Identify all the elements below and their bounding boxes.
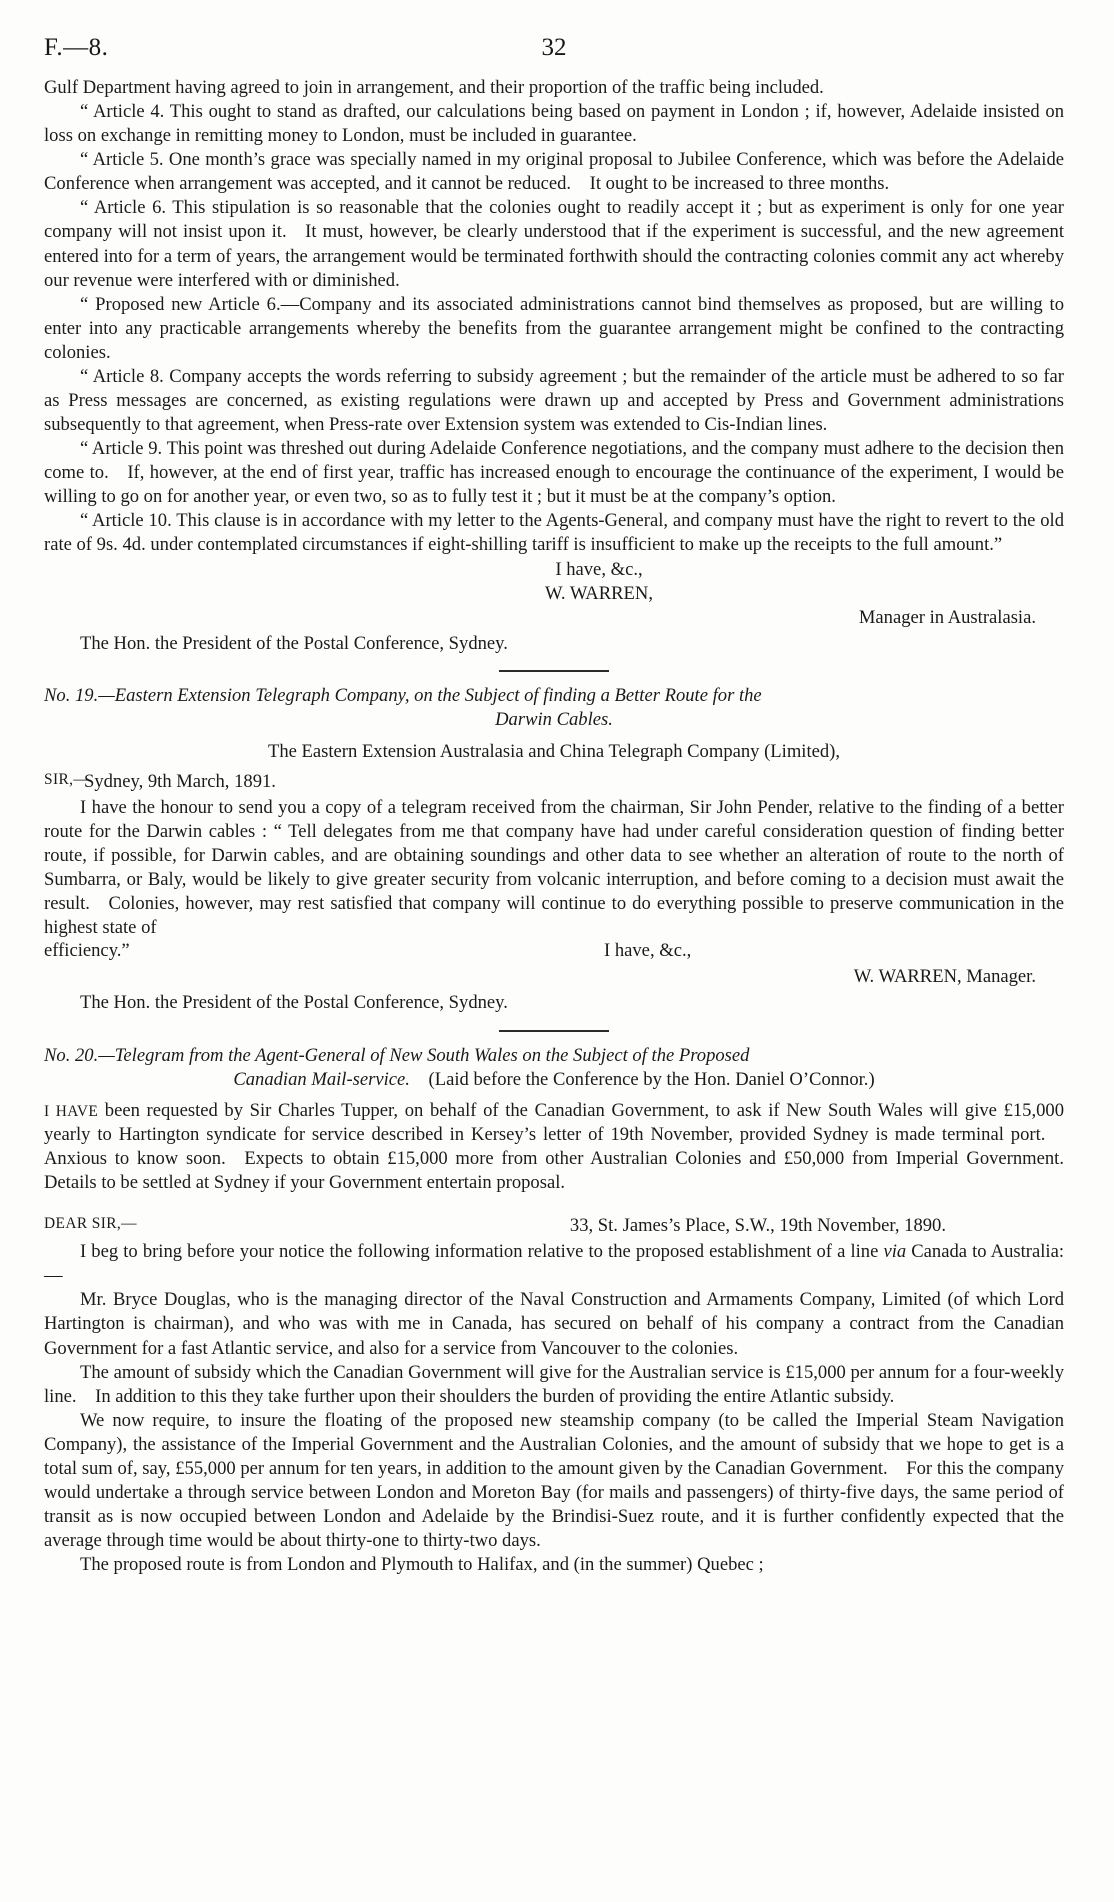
letter-paragraph-1 — [44, 1240, 1064, 1288]
telegram-text: been requested by Sir Charles Tupper, on behalf of the Canadian Government, to ask if New South Wales will give £15,000 yearly to Hartington syndicate for service described in Kersey’s letter of 19th November, provided Sydney is made terminal port. Anxious to know soon. Expects to obtain £15,000 more from other Australian Colonies and £50,000 from Imperial Government. Details to be settled at Sydney if your Government entertain proposal. — [44, 1099, 1064, 1194]
paragraph-opening: Gulf Department having agreed to join in arrangement, and their proportion of the traffic being included. — [44, 77, 824, 98]
section-19-dateline: Sydney, 9th March, 1891. — [84, 770, 276, 792]
telegram-lead-words: I HAVE — [44, 1102, 99, 1120]
section-20-telegram — [44, 1099, 1064, 1195]
section-19-efficiency-row — [44, 940, 1064, 965]
addressee-line-2: The Hon. the President of the Postal Conference, Sydney. — [80, 992, 508, 1014]
signoff-ihave: I have, &c., — [555, 558, 643, 580]
letter-p1-italic: via — [883, 1241, 907, 1263]
letter-salutation: DEAR SIR,— — [44, 1215, 137, 1233]
section-20-heading — [44, 1044, 1064, 1092]
paragraph-article-8: “ Article 8. Company accepts the words referring to subsidy agreement ; but the remainder of the article must be adhered to so far as Press messages are concerned, as existing regulations were drawn up and accepted by Press and Government administrations subsequently to that agreement, when Press-rate over Extension system was extended to Cis-Indian lines. — [44, 365, 1064, 436]
letter-paragraph-5: The proposed route is from London and Plymouth to Halifax, and (in the summer) Quebec ; — [80, 1554, 764, 1576]
paragraph-article-9: “ Article 9. This point was threshed out during Adelaide Conference negotiations, and the company must adhere to the decision then come to. If, however, at the end of first year, traffic has increased enough to encourage the continuance of the experiment, I would be willing to go on for another year, or even two, so as to fully test it ; but it must be at the company’s option. — [44, 438, 1064, 508]
section-19-salutation-row — [44, 770, 1064, 796]
signoff-name: W. WARREN, — [545, 582, 653, 604]
section-19-signature: W. WARREN, Manager. — [853, 966, 1036, 988]
letter-dateline: 33, St. James’s Place, S.W., 19th November, 1890. — [569, 1215, 946, 1237]
paragraph-article-10: “ Article 10. This clause is in accordance with my letter to the Agents-General, and company must have the right to revert to the old rate of 9s. 4d. under contemplated circumstances if eight-shilling tariff is insufficient to make up the receipts to the full amount.” — [44, 510, 1064, 556]
letter-p1-part-a: I beg to bring before your notice the following information relative to the proposed establishment of a line — [80, 1241, 884, 1263]
section-19-paragraph: I have the honour to send you a copy of a telegram received from the chairman, Sir John Pender, relative to the finding of a better route for the Darwin cables : “ Tell delegates from me that company have had under careful consideration question of finding better route, if possible, for Darwin cables, and are obtaining soundings and other data to see whether an alteration of route to the north of Sumbarra, or Baly, would be likely to give greater security from volcanic interruption, and before coming to a decision must await the result. Colonies, however, may rest satisfied that company will continue to do everything possible to preserve communication in the highest state of — [44, 796, 1064, 939]
document-code: F.—8. — [44, 34, 109, 61]
section-19-heading-line2: Darwin Cables. — [495, 709, 613, 731]
section-19-heading — [44, 684, 1064, 732]
addressee-line-1: The Hon. the President of the Postal Conference, Sydney. — [80, 633, 508, 655]
section-20-heading-italic: Canadian Mail-service. — [233, 1068, 410, 1090]
letter-paragraph-3: The amount of subsidy which the Canadian Government will give for the Australian service is £15,000 per annum for a four-weekly line. In addition to this they take further upon their shoulders the burden of providing the entire Atlantic subsidy. — [44, 1361, 1064, 1407]
paragraph-article-6-new: “ Proposed new Article 6.—Company and its associated administrations cannot bind themselves as proposed, but are willing to enter into any practicable arrangements whereby the benefits from the guarantee arrangement might be confined to the contracting colonies. — [44, 293, 1064, 363]
section-19-heading-line1: No. 19.—Eastern Extension Telegraph Company, on the Subject of finding a Better Route for the — [44, 685, 762, 707]
signoff-title: Manager in Australasia. — [858, 606, 1036, 628]
section-19-ihave: I have, &c., — [604, 940, 692, 962]
section-19-efficiency-word: efficiency.” — [44, 940, 130, 962]
section-20-letter-head-row — [44, 1214, 1064, 1240]
letter-paragraph-2: Mr. Bryce Douglas, who is the managing director of the Naval Construction and Armaments Company, Limited (of which Lord Hartington is chairman), and who was with me in Canada, has secured on behalf of his company a contract from the Canadian Government for a fast Atlantic service, and also for a service from Vancouver to the colonies. — [44, 1289, 1064, 1359]
main-body — [44, 76, 1064, 558]
section-divider-1 — [499, 670, 609, 672]
section-19-letterhead: The Eastern Extension Australasia and China Telegraph Company (Limited), — [267, 740, 841, 762]
letter-p1-part-b: Canada to Australia:— — [44, 1241, 1064, 1287]
section-divider-2 — [499, 1030, 609, 1032]
letter-paragraph-4: We now require, to insure the floating of the proposed new steamship company (to be called the Imperial Steam Navigation Company), the assistance of the Imperial Government and the Australian Colonies, and the amount of subsidy that we hope to get is a total sum of, say, £55,000 per annum for ten years, in addition to the amount given by the Canadian Government. For this the company would undertake a through service between London and Moreton Bay (for mails and passengers) of thirty-five days, the same period of transit as is now occupied between London and Adelaide by the Brindisi-Suez route, and it is further confidently expected that the average through time would be about thirty-one to thirty-two days. — [44, 1409, 1064, 1552]
section-20-heading-line2 — [44, 1068, 1064, 1092]
page-number: 32 — [541, 34, 567, 61]
section-20-heading-line1: No. 20.—Telegram from the Agent-General of New South Wales on the Subject of the Proposed — [44, 1044, 750, 1066]
page-header — [44, 34, 1064, 76]
paragraph-article-4: “ Article 4. This ought to stand as drafted, our calculations being based on payment in London ; if, however, Adelaide insisted on loss on exchange in remitting money to London, must be included in guarantee. — [44, 101, 1064, 147]
section-19-salutation: SIR,— — [44, 770, 90, 788]
paragraph-article-6: “ Article 6. This stipulation is so reasonable that the colonies ought to readily accept it ; but as experiment is only for one year company will not insist upon it. It must, however, be clearly understood that if the experiment is successful, and the new agreement entered into for a term of years, the arrangement would be terminated forthwith should the contracting colonies commit any act whereby our revenue were interfered with or diminished. — [44, 197, 1064, 291]
page-content — [44, 34, 1064, 1577]
paragraph-article-5: “ Article 5. One month’s grace was specially named in my original proposal to Jubilee Conference, which was before the Adelaide Conference when arrangement was accepted, and it cannot be reduced. It ought to be increased to three months. — [44, 149, 1064, 195]
section-20-heading-roman: (Laid before the Conference by the Hon. Daniel O’Connor.) — [428, 1068, 875, 1090]
